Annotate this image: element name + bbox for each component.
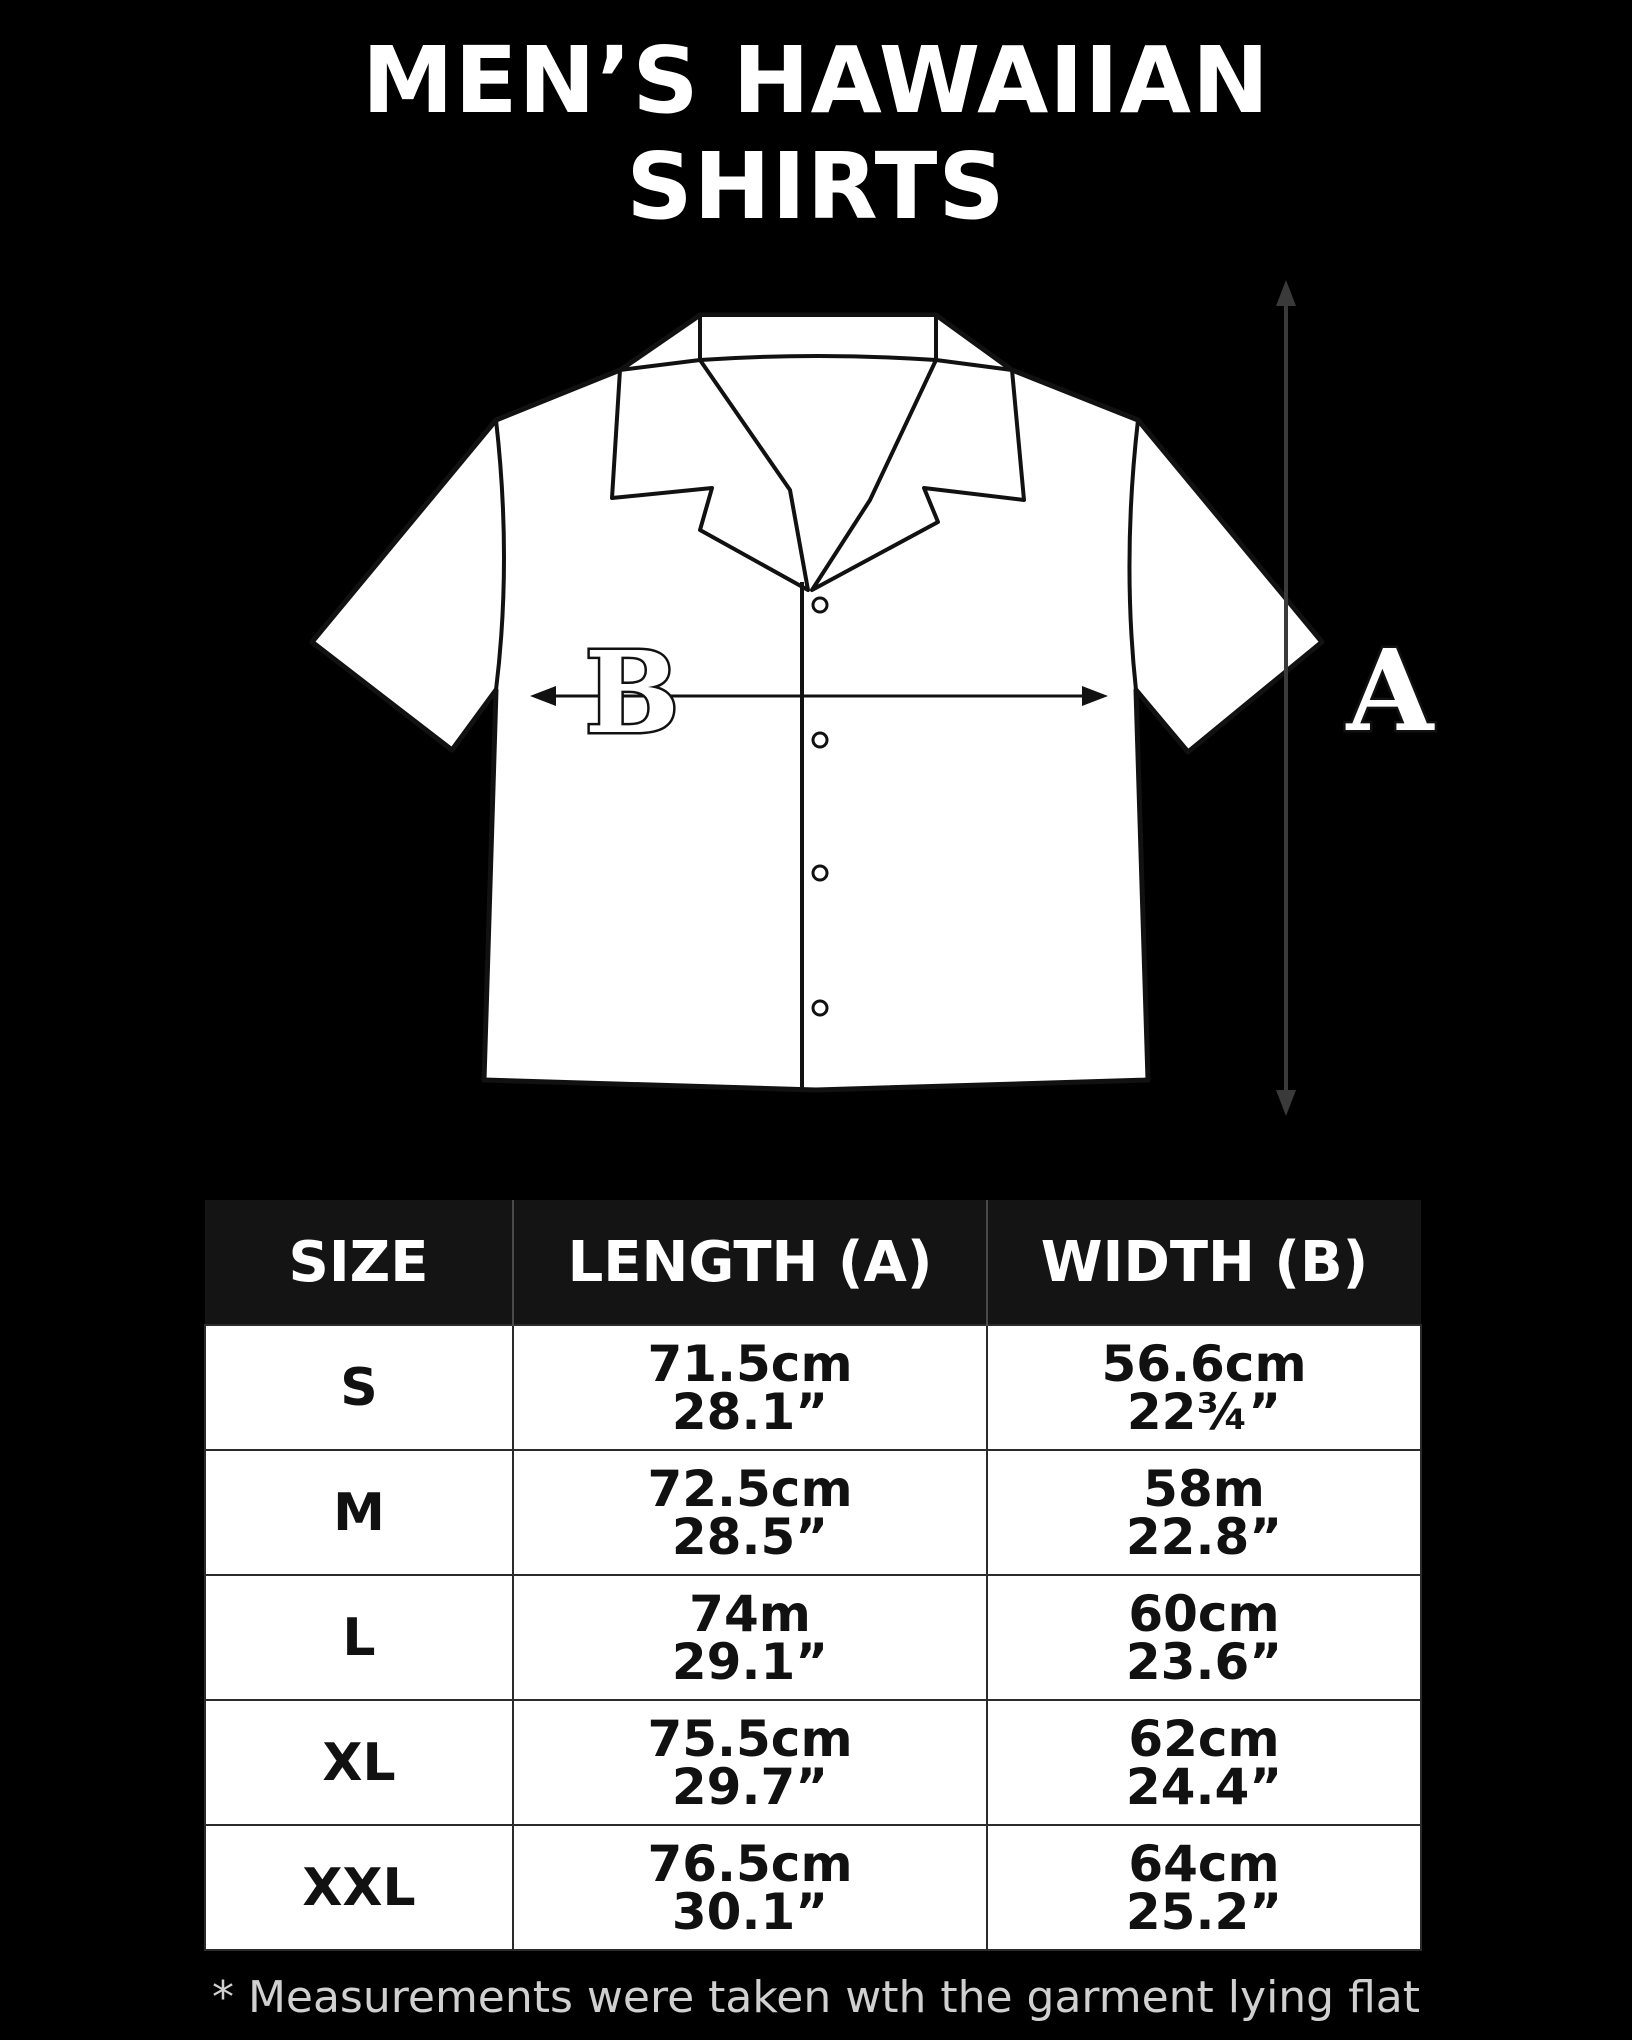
length-cm: 75.5cm (647, 1709, 853, 1768)
width-in: 24.4” (1125, 1757, 1283, 1816)
width-cm: 56.6cm (1101, 1334, 1307, 1393)
table-header-row (205, 1200, 1421, 1325)
width-cm: 58m (1143, 1459, 1265, 1518)
length-in: 29.7” (671, 1757, 829, 1816)
length-cell (513, 1825, 987, 1950)
shirt-button (813, 733, 827, 747)
page-title (0, 28, 1632, 240)
table-row (205, 1450, 1421, 1575)
size-chart-table (204, 1200, 1422, 1951)
width-in: 22.8” (1125, 1507, 1283, 1566)
shirt-button (813, 1001, 827, 1015)
length-cm: 71.5cm (647, 1334, 853, 1393)
shirt-button (813, 866, 827, 880)
width-cell (987, 1825, 1421, 1950)
measurement-footnote: * Measurements were taken wth the garment lying flat (211, 1972, 1421, 2023)
shirt-neckband (700, 315, 936, 360)
title-line-2: SHIRTS (626, 133, 1006, 240)
title-line-1: MEN’S HAWAIIAN (362, 27, 1270, 134)
length-arrow-head-top (1276, 280, 1296, 306)
width-cell (987, 1700, 1421, 1825)
header-length: LENGTH (A) (513, 1200, 987, 1325)
width-cm: 60cm (1128, 1584, 1280, 1643)
width-in: 23.6” (1125, 1632, 1283, 1691)
table-row (205, 1700, 1421, 1825)
size-cell: XL (205, 1700, 513, 1825)
length-cm: 76.5cm (647, 1834, 853, 1893)
width-cell (987, 1450, 1421, 1575)
width-in: 25.2” (1125, 1882, 1283, 1941)
shirt-diagram (0, 260, 1632, 1140)
table-row (205, 1575, 1421, 1700)
length-cell (513, 1575, 987, 1700)
length-in: 28.5” (671, 1507, 829, 1566)
length-in: 30.1” (671, 1882, 829, 1941)
shirt-button (813, 598, 827, 612)
length-cell (513, 1325, 987, 1450)
width-cm: 62cm (1128, 1709, 1280, 1768)
width-in: 22¾” (1126, 1382, 1282, 1441)
shirt-outline (312, 315, 1322, 1090)
label-b: B (584, 628, 680, 759)
width-cell (987, 1575, 1421, 1700)
size-cell: M (205, 1450, 513, 1575)
size-cell: S (205, 1325, 513, 1450)
length-cm: 72.5cm (647, 1459, 853, 1518)
length-arrow-head-bottom (1276, 1090, 1296, 1116)
table-row (205, 1825, 1421, 1950)
size-cell: L (205, 1575, 513, 1700)
label-a: A (1346, 626, 1434, 757)
length-cell (513, 1700, 987, 1825)
length-cm: 74m (689, 1584, 811, 1643)
length-in: 29.1” (671, 1632, 829, 1691)
header-size: SIZE (205, 1200, 513, 1325)
width-cell (987, 1325, 1421, 1450)
length-cell (513, 1450, 987, 1575)
size-cell: XXL (205, 1825, 513, 1950)
table-row (205, 1325, 1421, 1450)
shirt-illustration (0, 260, 1632, 1140)
length-in: 28.1” (671, 1382, 829, 1441)
header-width: WIDTH (B) (987, 1200, 1421, 1325)
width-cm: 64cm (1128, 1834, 1280, 1893)
